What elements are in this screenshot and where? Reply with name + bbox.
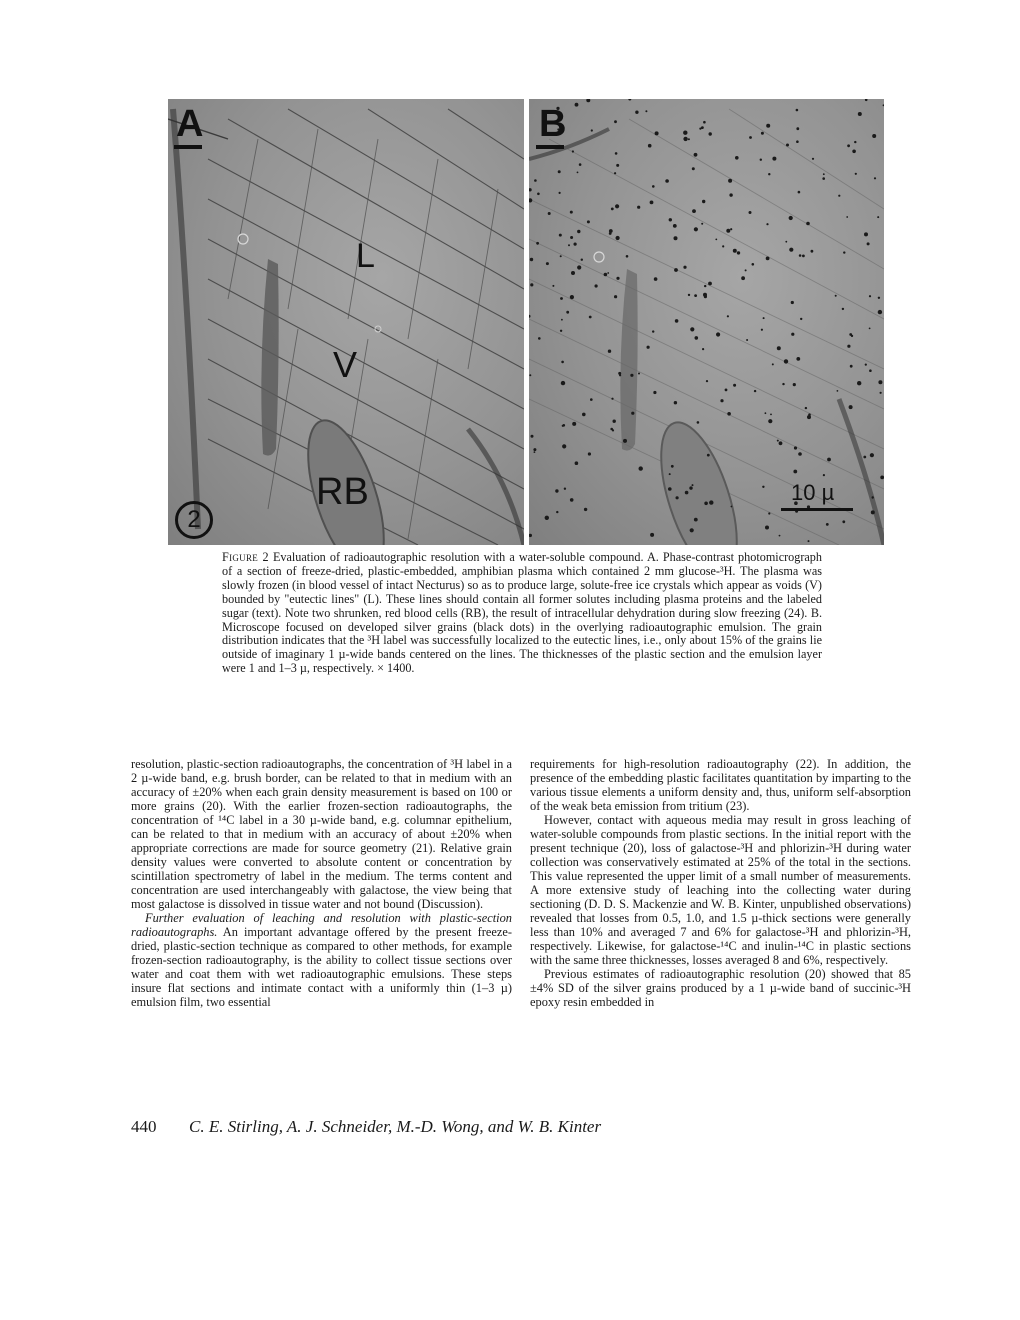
- body-paragraph: [131, 911, 512, 1009]
- silver-grain: [835, 295, 837, 297]
- silver-grain: [869, 369, 872, 372]
- silver-grain: [746, 339, 748, 341]
- silver-grain: [563, 424, 566, 427]
- silver-grain: [536, 242, 539, 245]
- silver-grain: [826, 523, 829, 526]
- silver-grain: [852, 150, 856, 154]
- silver-grain: [772, 363, 774, 365]
- silver-grain: [864, 232, 868, 236]
- silver-grain: [608, 350, 611, 353]
- silver-grain: [589, 316, 592, 319]
- silver-grain: [716, 332, 720, 336]
- silver-grain: [749, 211, 752, 214]
- silver-grain: [709, 500, 713, 504]
- silver-grain: [546, 262, 549, 265]
- silver-grain: [847, 144, 850, 147]
- silver-grain: [559, 192, 561, 194]
- silver-grain: [874, 177, 876, 179]
- body-paragraph: Previous estimates of radioautographic resolution (20) showed that 85 ±4% SD of the silver grains produced by a 1 µ-wide band of succinic-³H epoxy resin embedded in: [530, 967, 911, 1009]
- silver-grain: [650, 533, 654, 537]
- silver-grain: [614, 172, 616, 174]
- silver-grain: [777, 346, 781, 350]
- silver-grain: [615, 152, 618, 155]
- silver-grain: [722, 245, 724, 247]
- silver-grain: [692, 484, 694, 486]
- silver-grain: [568, 244, 570, 246]
- silver-grain: [768, 419, 772, 423]
- silver-grain: [690, 528, 694, 532]
- silver-grain: [584, 508, 587, 511]
- silver-grain: [548, 212, 551, 215]
- silver-grain: [673, 224, 677, 228]
- silver-grain: [796, 127, 799, 130]
- silver-grain: [560, 330, 562, 332]
- panel-a-phase-contrast-photomicrograph: [168, 99, 524, 545]
- silver-grain: [842, 520, 845, 523]
- silver-grain: [607, 272, 609, 274]
- silver-grain: [791, 301, 794, 304]
- silver-grain: [694, 227, 698, 231]
- silver-grain: [671, 465, 674, 468]
- silver-grain: [805, 407, 807, 409]
- silver-grain: [725, 389, 728, 392]
- silver-grain: [570, 236, 573, 239]
- silver-grain: [741, 276, 745, 280]
- silver-grain: [537, 193, 540, 196]
- silver-grain: [768, 512, 770, 514]
- silver-grain: [529, 374, 531, 376]
- silver-grain: [872, 496, 874, 498]
- silver-grain: [588, 452, 591, 455]
- silver-grain: [683, 137, 687, 141]
- silver-grain: [688, 294, 690, 296]
- silver-grain: [704, 502, 708, 506]
- silver-grain: [867, 242, 870, 245]
- silver-grain: [793, 383, 796, 386]
- silver-grain: [570, 498, 574, 502]
- silver-grain: [529, 188, 532, 191]
- silver-grain: [847, 345, 850, 348]
- silver-grain: [733, 249, 737, 253]
- silver-grain: [669, 218, 672, 221]
- silver-grain: [695, 336, 699, 340]
- silver-grain: [531, 435, 534, 438]
- silver-grain: [729, 193, 732, 196]
- silver-grain: [806, 222, 810, 226]
- silver-grain: [786, 144, 789, 147]
- figure-number: 2: [187, 506, 201, 533]
- silver-grain: [701, 223, 703, 225]
- silver-grain: [685, 491, 689, 495]
- silver-grain: [561, 381, 565, 385]
- silver-grain: [761, 132, 764, 135]
- silver-grain: [827, 458, 831, 462]
- silver-grain: [765, 526, 769, 530]
- silver-grain: [683, 131, 687, 135]
- silver-grain: [668, 487, 672, 491]
- silver-grain: [529, 198, 532, 202]
- silver-grain: [530, 258, 533, 261]
- silver-grain: [690, 327, 694, 331]
- silver-grain: [652, 330, 654, 332]
- silver-grain: [560, 297, 563, 300]
- silver-grain: [843, 251, 845, 253]
- silver-grain: [595, 284, 598, 287]
- silver-grain: [822, 177, 825, 180]
- silver-grain: [689, 486, 692, 489]
- silver-grain: [800, 318, 802, 320]
- silver-grain: [883, 104, 884, 106]
- section-subheading: Further evaluation of leaching and resolution with plastic-section radioautographs.: [131, 911, 512, 939]
- silver-grain: [872, 134, 876, 138]
- silver-grain: [812, 158, 814, 160]
- silver-grain: [766, 257, 770, 261]
- silver-grain: [650, 201, 654, 205]
- silver-grain: [630, 374, 633, 377]
- silver-grain: [720, 399, 723, 402]
- panel-a-letter: A: [176, 103, 204, 145]
- silver-grain: [562, 444, 566, 448]
- silver-grain: [789, 248, 793, 252]
- silver-grain: [619, 374, 621, 376]
- silver-grain: [708, 282, 712, 286]
- silver-grain: [871, 510, 875, 514]
- silver-grain: [777, 440, 779, 442]
- silver-grain: [694, 518, 698, 522]
- silver-grain: [623, 439, 627, 443]
- scale-bar-label: 10 µ: [791, 480, 835, 505]
- silver-grain: [628, 99, 631, 101]
- silver-grain: [615, 204, 619, 208]
- silver-grain: [534, 451, 536, 453]
- silver-grain: [637, 206, 640, 209]
- silver-grain: [796, 109, 799, 112]
- silver-grain: [665, 179, 669, 183]
- void-label: V: [333, 344, 358, 385]
- silver-grain: [880, 476, 884, 480]
- silver-grain: [587, 220, 590, 223]
- silver-grain: [645, 110, 647, 112]
- silver-grain: [854, 141, 856, 143]
- silver-grain: [577, 230, 580, 233]
- silver-grain: [648, 144, 652, 148]
- silver-grain: [878, 297, 880, 299]
- silver-grain: [838, 195, 840, 197]
- silver-grain: [754, 390, 756, 392]
- silver-grain: [796, 140, 799, 143]
- silver-grain: [577, 172, 579, 174]
- silver-grain: [763, 317, 765, 319]
- silver-grain: [529, 315, 531, 318]
- eutectic-line-label: L: [356, 237, 375, 275]
- silver-grain: [538, 337, 541, 340]
- silver-grain: [799, 254, 802, 257]
- silver-grain: [709, 132, 712, 135]
- silver-grain: [674, 236, 678, 240]
- silver-grain: [616, 164, 619, 167]
- silver-grain: [878, 310, 882, 314]
- silver-grain: [789, 216, 793, 220]
- panel-b-silver-grain-micrograph: [529, 99, 884, 545]
- silver-grain: [654, 277, 658, 281]
- silver-grain: [694, 153, 698, 157]
- silver-grain: [702, 200, 705, 203]
- silver-grain: [575, 103, 579, 107]
- silver-grain: [798, 452, 802, 456]
- silver-grain: [566, 311, 569, 314]
- silver-grain: [808, 540, 810, 542]
- silver-grain: [707, 454, 710, 457]
- silver-grain: [760, 159, 762, 161]
- silver-grain: [675, 319, 679, 323]
- silver-grain: [582, 413, 586, 417]
- silver-grain: [704, 295, 707, 298]
- silver-grain: [572, 422, 576, 426]
- silver-grain: [611, 398, 613, 400]
- silver-grain: [766, 124, 770, 128]
- silver-grain: [609, 232, 612, 235]
- silver-grain: [631, 412, 634, 415]
- body-paragraph: requirements for high-resolution radioautography (22). In addition, the presence of the embedding plastic facilitates quantitation by imparting to the various tissue elements a uniform density and, thus, uniform self-absorption of the weak beta emission from tritium (23).: [530, 757, 911, 813]
- silver-grain: [692, 209, 696, 213]
- silver-grain: [842, 308, 844, 310]
- silver-grain: [858, 112, 862, 116]
- silver-grain: [561, 361, 564, 364]
- silver-grain: [765, 412, 767, 414]
- silver-grain: [702, 348, 704, 350]
- silver-grain: [561, 319, 563, 321]
- silver-grain: [735, 156, 739, 160]
- silver-grain: [652, 185, 655, 188]
- silver-grain: [590, 398, 593, 401]
- scale-bar: [781, 508, 853, 511]
- silver-grain: [533, 448, 536, 451]
- figure-2: [168, 99, 884, 545]
- silver-grain: [653, 391, 656, 394]
- silver-grain: [697, 421, 700, 424]
- figure-caption-text: Evaluation of radioautographic resolution with a water-soluble compound. A. Phase-contrast photomicrograph of a section of freeze-dried, plastic-embedded, amphibian plasma which contained 2 mm glucose-³H. The plasma was slowly frozen (in blood vessel of intact Necturus) so as to produce large, solute-free ice crystals which appear as voids (V) bounded by "eutectic lines" (L). These lines should contain all former solutes including plasma proteins and the labeled sugar (text). Note two shrunken, red blood cells (RB), the result of intracellular dehydration during slow freezing (24). B. Microscope focused on developed silver grains (black dots) in the overlying radioautographic emulsion. The grain distribution indicates that the ³H label was successfully localized to the eutectic lines, i.e., only about 15% of the grains lie outside of imaginary 1 µ-wide bands centered on the lines. The thicknesses of the plastic section and the emulsion layer were 1 and 1–3 µ, respectively. × 1400.: [222, 550, 822, 676]
- silver-grain: [768, 173, 770, 175]
- silver-grain: [807, 415, 811, 419]
- silver-grain: [639, 466, 643, 470]
- silver-grain: [604, 273, 608, 277]
- silver-grain: [635, 111, 638, 114]
- silver-grain: [570, 295, 574, 299]
- panel-b-micrograph-image: [529, 99, 884, 545]
- silver-grain: [559, 234, 562, 237]
- body-paragraph: However, contact with aqueous media may result in gross leaching of water-soluble compounds from plastic sections. In the initial report with the present technique (20), loss of galactose-³H and phlorizin-³H during water collection was conservatively estimated at 25% of the total in the sections. This value represented the upper limit of a small number of measurements. A more extensive study of leaching into the collecting water during sectioning (D. D. S. Mackenzie and W. B. Kinter, unpublished observations) revealed that losses from 0.5, 1.0, and 1.5 µ-thick sections were generally less than 10% and averaged 7 and 6% for galactose-³H and phlorizin-³H, respectively. Likewise, for galactose-¹⁴C and inulin-¹⁴C in plastic sections with the same three thicknesses, losses averaged 8 and 6%, respectively.: [530, 813, 911, 967]
- panel-a-letter-underline: [174, 145, 202, 149]
- silver-grain: [556, 511, 558, 513]
- silver-grain: [766, 223, 768, 225]
- silver-grain: [591, 129, 593, 131]
- figure-caption-label: Figure 2: [222, 550, 269, 564]
- silver-grain: [870, 453, 874, 457]
- silver-grain: [865, 364, 867, 366]
- silver-grain: [647, 346, 650, 349]
- silver-grain: [762, 486, 764, 488]
- silver-grain: [655, 131, 659, 135]
- silver-grain: [865, 99, 868, 101]
- silver-grain: [791, 333, 794, 336]
- silver-grain: [613, 420, 616, 423]
- silver-grain: [560, 255, 562, 257]
- silver-grain: [726, 229, 730, 233]
- silver-grain: [761, 329, 763, 331]
- silver-grain: [626, 255, 629, 258]
- silver-grain: [850, 365, 853, 368]
- silver-grain: [574, 243, 577, 246]
- silver-grain: [564, 488, 566, 490]
- silver-grain: [688, 138, 690, 140]
- silver-grain: [731, 506, 733, 508]
- body-column-left: [131, 757, 512, 1009]
- silver-grain: [715, 239, 717, 241]
- silver-grain: [558, 170, 561, 173]
- silver-grain: [737, 251, 740, 254]
- silver-grain: [552, 285, 554, 287]
- silver-grain: [555, 489, 558, 492]
- silver-grain: [616, 236, 620, 240]
- silver-grain: [745, 269, 747, 271]
- silver-grain: [802, 255, 805, 258]
- silver-grain: [823, 474, 825, 476]
- silver-grain: [530, 283, 533, 286]
- body-paragraph: resolution, plastic-section radioautographs, the concentration of ³H label in a 2 µ-wide band, e.g. brush border, can be related to that in medium with an accuracy of ±20% when each grain density measurement is based on 100 or more grains (20). With the earlier frozen-section radioautographs, the concentration of ¹⁴C label in a 30 µ-wide band, e.g. columnar epithelium, can be related to that in medium with an accuracy of about ±20% when appropriate corrections are made for source geometry (21). Relative grain density values were converted to absolute content or concentration by scintillation spectrometry of label in the medium. The terms content and concentration are used interchangeably with galactose, the view being that most galactose is dissolved in tissue water and not bound (Discussion).: [131, 757, 512, 911]
- silver-grain: [851, 335, 853, 337]
- body-paragraph-text: An important advantage offered by the present freeze-dried, plastic-section technique as compared to other methods, for example frozen-section radioautography, is the ability to collect tissue sections over water and coat them with wet radioautographic emulsions. These steps insure flat sections and intimate contact with a uniformly thin (1–3 µ) emulsion film, two essential: [131, 925, 512, 1009]
- silver-grain: [863, 456, 866, 459]
- figure-number-badge: [175, 501, 213, 539]
- red-blood-cell-label: RB: [316, 471, 369, 513]
- silver-grain: [704, 285, 706, 287]
- silver-grain: [779, 441, 783, 445]
- silver-grain: [638, 373, 640, 375]
- silver-grain: [579, 163, 582, 166]
- panel-b-letter-underline: [536, 145, 564, 149]
- silver-grain: [529, 534, 532, 537]
- silver-grain: [616, 277, 619, 280]
- silver-grain: [784, 359, 788, 363]
- silver-grain: [728, 179, 732, 183]
- silver-grain: [793, 470, 797, 474]
- silver-grain: [878, 380, 882, 384]
- silver-grain: [692, 167, 695, 170]
- silver-grain: [575, 461, 579, 465]
- silver-grain: [614, 120, 617, 123]
- silver-grain: [811, 250, 814, 253]
- silver-grain: [699, 128, 701, 130]
- silver-grain: [779, 535, 781, 537]
- panel-b-letter: B: [539, 103, 567, 145]
- silver-grain: [610, 428, 613, 431]
- silver-grain: [869, 328, 871, 330]
- silver-grain: [577, 265, 581, 269]
- silver-grain: [823, 173, 825, 175]
- silver-grain: [846, 216, 848, 218]
- silver-grain: [586, 99, 590, 102]
- silver-grain: [770, 414, 772, 416]
- silver-grain: [880, 392, 882, 394]
- silver-grain: [877, 216, 879, 218]
- silver-grain: [855, 173, 857, 175]
- silver-grain: [785, 241, 787, 243]
- page-number: 440: [131, 1117, 157, 1136]
- silver-grain: [837, 390, 839, 392]
- silver-grain: [798, 191, 801, 194]
- silver-grain: [614, 295, 617, 298]
- silver-grain: [571, 271, 575, 275]
- silver-grain: [581, 259, 583, 261]
- silver-grain: [749, 136, 752, 139]
- silver-grain: [794, 446, 797, 449]
- silver-grain: [545, 516, 549, 520]
- silver-grain: [572, 150, 574, 152]
- silver-grain: [676, 496, 679, 499]
- silver-grain: [730, 228, 732, 230]
- silver-grain: [727, 412, 731, 416]
- silver-grain: [849, 405, 853, 409]
- silver-grain: [772, 157, 776, 161]
- silver-grain: [694, 294, 697, 297]
- body-column-right: [530, 757, 911, 1009]
- silver-grain: [674, 401, 677, 404]
- silver-grain: [869, 295, 871, 297]
- silver-grain: [733, 384, 736, 387]
- silver-grain: [674, 268, 678, 272]
- silver-grain: [782, 383, 784, 385]
- running-footer-authors: C. E. Stirling, A. J. Schneider, M.-D. Wong, and W. B. Kinter: [189, 1117, 602, 1136]
- figure-caption: [222, 551, 822, 676]
- silver-grain: [727, 315, 729, 317]
- silver-grain: [669, 473, 671, 475]
- silver-grain: [706, 380, 708, 382]
- silver-grain: [534, 179, 537, 182]
- silver-grain: [570, 211, 573, 214]
- silver-grain: [703, 121, 706, 124]
- silver-grain: [857, 381, 861, 385]
- silver-grain: [752, 263, 755, 266]
- silver-grain: [611, 208, 614, 211]
- silver-grain: [683, 266, 686, 269]
- silver-grain: [796, 357, 800, 361]
